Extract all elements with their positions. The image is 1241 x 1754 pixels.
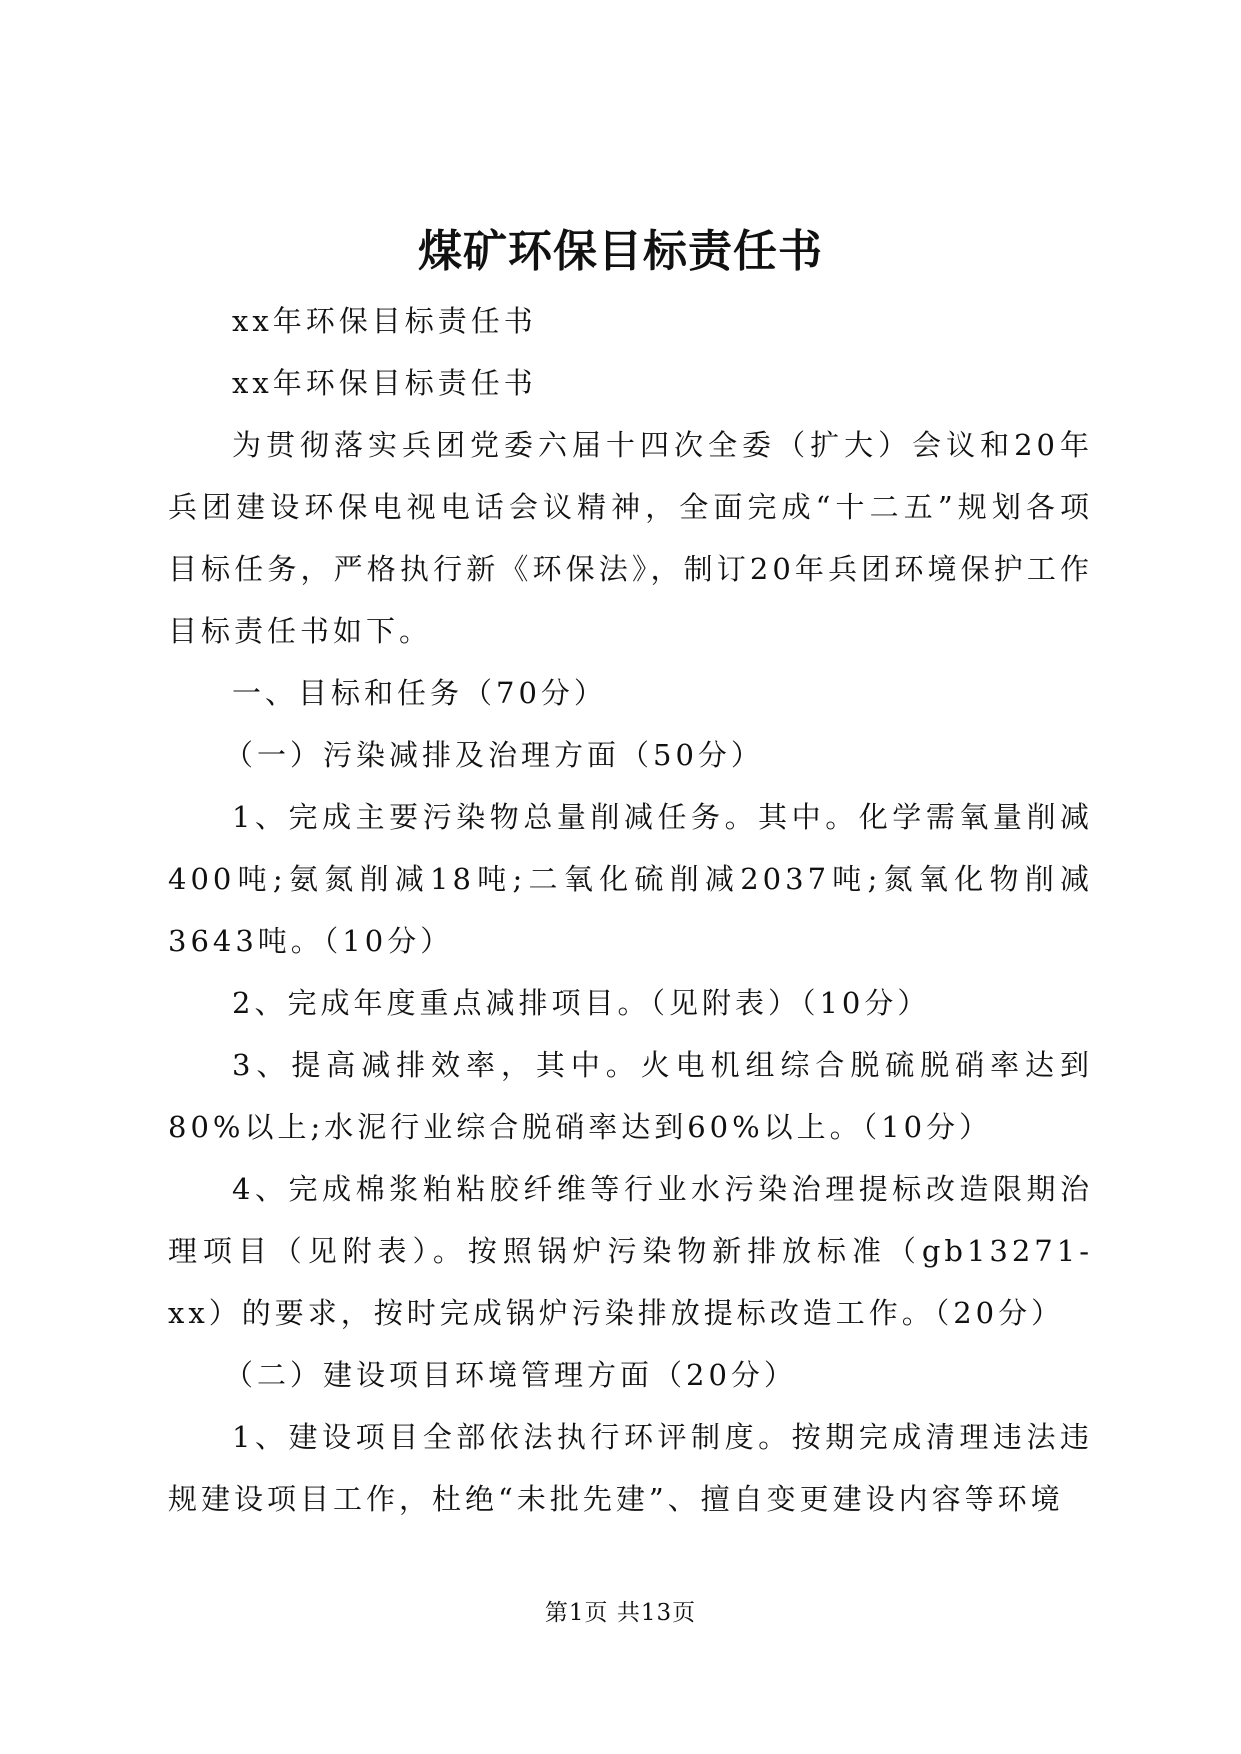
list-item-3: 3、提高减排效率，其中。火电机组综合脱硫脱硝率达到80%以上;水泥行业综合脱硝率达到60%以上。（10分）: [168, 1048, 1093, 1144]
list-item-1: 1、完成主要污染物总量削减任务。其中。化学需氧量削减400吨;氨氮削减18吨;二氧化硫削减2037吨;氮氧化物削减3643吨。（10分）: [168, 800, 1093, 958]
paragraph-intro: 为贯彻落实兵团党委六届十四次全委（扩大）会议和20年兵团建设环保电视电话会议精神，全面完成“十二五”规划各项目标任务，严格执行新《环保法》，制订20年兵团环境保护工作目标责任书如下。: [168, 428, 1093, 648]
section-heading-1: 一、目标和任务（70分）: [232, 676, 607, 710]
paragraph-subtitle-2: xx年环保目标责任书: [232, 366, 537, 400]
subsection-heading-2: （二）建设项目环境管理方面（20分）: [224, 1358, 797, 1392]
document-title: 煤矿环保目标责任书: [418, 226, 823, 277]
list-item-5: 1、建设项目全部依法执行环评制度。按期完成清理违法违规建设项目工作，杜绝“未批先建”、擅自变更建设内容等环境: [168, 1420, 1093, 1516]
page-footer: 第1页 共13页: [544, 1600, 697, 1626]
paragraph-subtitle-1: xx年环保目标责任书: [232, 304, 537, 338]
list-item-2: 2、完成年度重点减排项目。（见附表）（10分）: [232, 986, 931, 1020]
list-item-4: 4、完成棉浆粕粘胶纤维等行业水污染治理提标改造限期治理项目（见附表）。按照锅炉污染物新排放标准（gb13271-xx）的要求，按时完成锅炉污染排放提标改造工作。（20分）: [168, 1172, 1093, 1330]
document-body: [168, 290, 1093, 1530]
subsection-heading-1: （一）污染减排及治理方面（50分）: [224, 738, 764, 772]
